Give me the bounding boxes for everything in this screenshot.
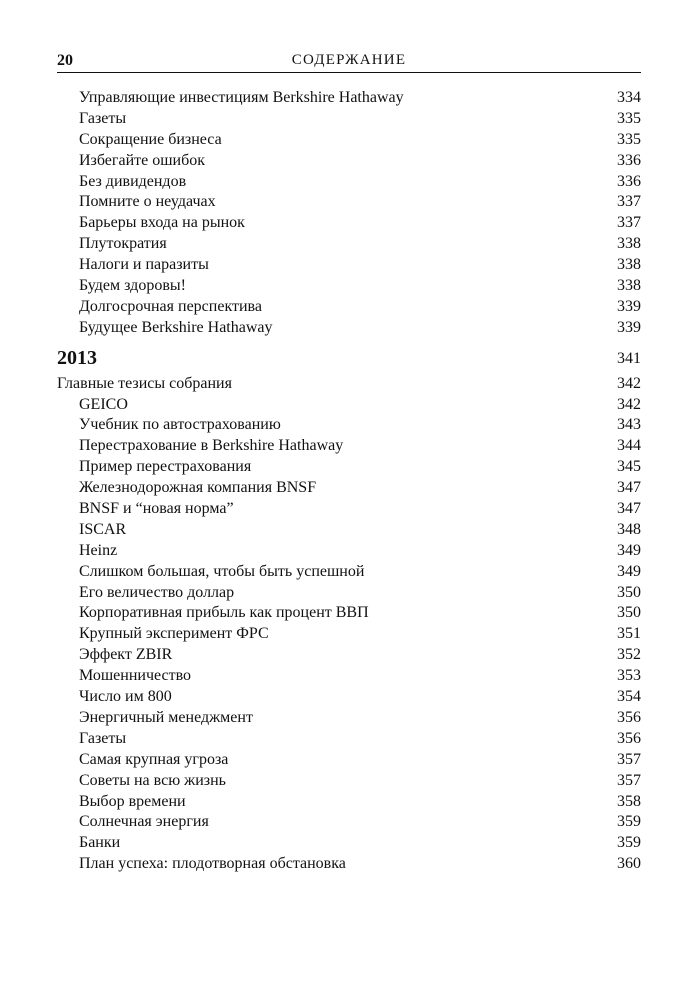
toc-entry <box>57 624 641 645</box>
toc-entry-title: Банки <box>79 834 121 852</box>
toc-entry <box>57 457 641 478</box>
toc-entry-title: Без дивидендов <box>79 172 187 190</box>
toc-entry-title: Управляющие инвестициям Berkshire Hathaway <box>79 89 404 106</box>
toc-entry <box>57 318 641 339</box>
toc-entry-title: Число им 800 <box>79 688 172 706</box>
toc-entry-title: Крупный эксперимент ФРС <box>79 625 269 643</box>
toc-entry <box>57 645 641 666</box>
toc-entry-page: 349 <box>617 541 641 559</box>
toc-entry-page: 345 <box>617 458 641 476</box>
toc-entry-page: 336 <box>617 172 641 190</box>
toc-entry-title: Корпоративная прибыль как процент ВВП <box>79 604 369 622</box>
toc-entry-page: 347 <box>617 500 641 518</box>
toc-entry-page: 354 <box>617 688 641 706</box>
toc-entry-page: 339 <box>617 297 641 315</box>
toc-entry-page: 356 <box>617 708 641 726</box>
toc-entry <box>57 151 641 172</box>
toc-entry <box>57 88 641 109</box>
toc-entry <box>57 583 641 604</box>
toc-entry-title: Железнодорожная компания BNSF <box>79 479 317 497</box>
toc-entry <box>57 499 641 520</box>
toc-entry-title: Газеты <box>79 109 127 127</box>
toc-entry-page: 347 <box>617 479 641 497</box>
toc-entry <box>57 172 641 193</box>
toc-entry-page: 337 <box>617 214 641 232</box>
toc-entry <box>57 520 641 541</box>
toc-entry-page: 338 <box>617 256 641 274</box>
toc-entry-title: Слишком большая, чтобы быть успешной <box>79 562 365 580</box>
toc-entry-page: 350 <box>617 604 641 622</box>
toc-entry-title: Солнечная энергия <box>79 813 209 831</box>
toc-entry <box>57 854 641 875</box>
toc-entry <box>57 603 641 624</box>
toc-entry-title: Сокращение бизнеса <box>79 130 222 148</box>
toc-entry <box>57 436 641 457</box>
toc-entry-page: 358 <box>617 792 641 810</box>
toc-entry-page: 357 <box>617 771 641 789</box>
toc-year-page: 341 <box>617 349 641 367</box>
toc-entry-title: Мошенничество <box>79 667 192 685</box>
toc-entry <box>57 415 641 436</box>
toc-entry <box>57 833 641 854</box>
toc-entry-title: Избегайте ошибок <box>79 151 206 169</box>
toc-entry-title: Будущее Berkshire Hathaway <box>79 318 273 336</box>
toc-entry-title: Его величество доллар <box>79 583 235 601</box>
toc-entry <box>57 109 641 130</box>
toc-entry-title: Долгосрочная перспектива <box>79 297 262 315</box>
toc-entry-title: Плутократия <box>79 235 167 253</box>
toc-entry <box>57 708 641 729</box>
toc-entry-title: Heinz <box>79 541 118 559</box>
toc-entry-page: 336 <box>617 151 641 169</box>
toc-entry-page: 337 <box>617 193 641 211</box>
toc-entry <box>57 395 641 416</box>
toc-entry-page: 357 <box>617 750 641 768</box>
toc-entry <box>57 792 641 813</box>
toc-entry <box>57 130 641 151</box>
toc-entry-title: Налоги и паразиты <box>79 256 209 274</box>
toc-entry-page: 338 <box>617 235 641 253</box>
toc-entry-title: Энергичный менеджмент <box>79 708 253 726</box>
toc-entry-page: 356 <box>617 729 641 747</box>
toc-entry-page: 359 <box>617 834 641 852</box>
toc-entry <box>57 192 641 213</box>
toc-entry-title: Пример перестрахования <box>79 458 252 476</box>
toc-entry-page: 339 <box>617 318 641 336</box>
toc-entry-page: 334 <box>617 89 641 106</box>
toc-entry-page: 338 <box>617 277 641 295</box>
toc-entry-title: Газеты <box>79 729 127 747</box>
toc-entry-title: Будем здоровы! <box>79 277 186 295</box>
toc-entry-page: 351 <box>617 625 641 643</box>
toc-year-title: 2013 <box>57 346 97 369</box>
toc-entry-page: 342 <box>617 395 641 413</box>
toc-entry-title: ISCAR <box>79 520 127 538</box>
toc-entry-page: 348 <box>617 520 641 538</box>
toc-entry <box>57 562 641 583</box>
toc-entry <box>57 213 641 234</box>
toc-entry <box>57 729 641 750</box>
toc-section-title: Главные тезисы собрания <box>57 374 232 392</box>
toc-section-entry <box>57 374 641 395</box>
toc-entry <box>57 255 641 276</box>
toc-entry <box>57 541 641 562</box>
toc-entry-title: Эффект ZBIR <box>79 646 173 664</box>
toc-entry-page: 335 <box>617 109 641 127</box>
toc-entry <box>57 297 641 318</box>
toc-entry-title: Самая крупная угроза <box>79 750 229 768</box>
toc-entry-page: 335 <box>617 130 641 148</box>
toc-entry-title: Помните о неудачах <box>79 193 216 211</box>
toc-entry <box>57 812 641 833</box>
toc-entry <box>57 666 641 687</box>
toc-year-heading <box>57 343 641 374</box>
toc-entry-page: 352 <box>617 646 641 664</box>
toc-entry-title: Перестрахование в Berkshire Hathaway <box>79 437 344 455</box>
toc-entry-page: 353 <box>617 667 641 685</box>
toc-section-page: 342 <box>617 374 641 392</box>
document-page <box>57 0 641 1000</box>
toc-entry-title: Советы на всю жизнь <box>79 771 226 789</box>
toc-entry-title: Барьеры входа на рынок <box>79 214 245 232</box>
toc-entry-page: 343 <box>617 416 641 434</box>
toc-entry-title: GEICO <box>79 395 128 413</box>
toc-entry <box>57 771 641 792</box>
toc-entry-title: Учебник по автострахованию <box>79 416 281 434</box>
toc-entry <box>57 234 641 255</box>
running-title: СОДЕРЖАНИЕ <box>291 52 407 68</box>
toc-entry-page: 359 <box>617 813 641 831</box>
toc-entry-title: Выбор времени <box>79 792 186 810</box>
toc-entry-title: План успеха: плодотворная обстановка <box>79 855 346 873</box>
toc-entry <box>57 276 641 297</box>
toc-entry-title: BNSF и “новая норма” <box>79 500 234 518</box>
toc-entry <box>57 687 641 708</box>
toc-entry-page: 350 <box>617 583 641 601</box>
page-number: 20 <box>57 52 73 69</box>
table-of-contents <box>57 88 641 875</box>
toc-entry-page: 360 <box>617 855 641 873</box>
toc-entry <box>57 478 641 499</box>
toc-entry-page: 349 <box>617 562 641 580</box>
page-header <box>57 50 641 73</box>
toc-entry <box>57 750 641 771</box>
toc-entry-page: 344 <box>617 437 641 455</box>
